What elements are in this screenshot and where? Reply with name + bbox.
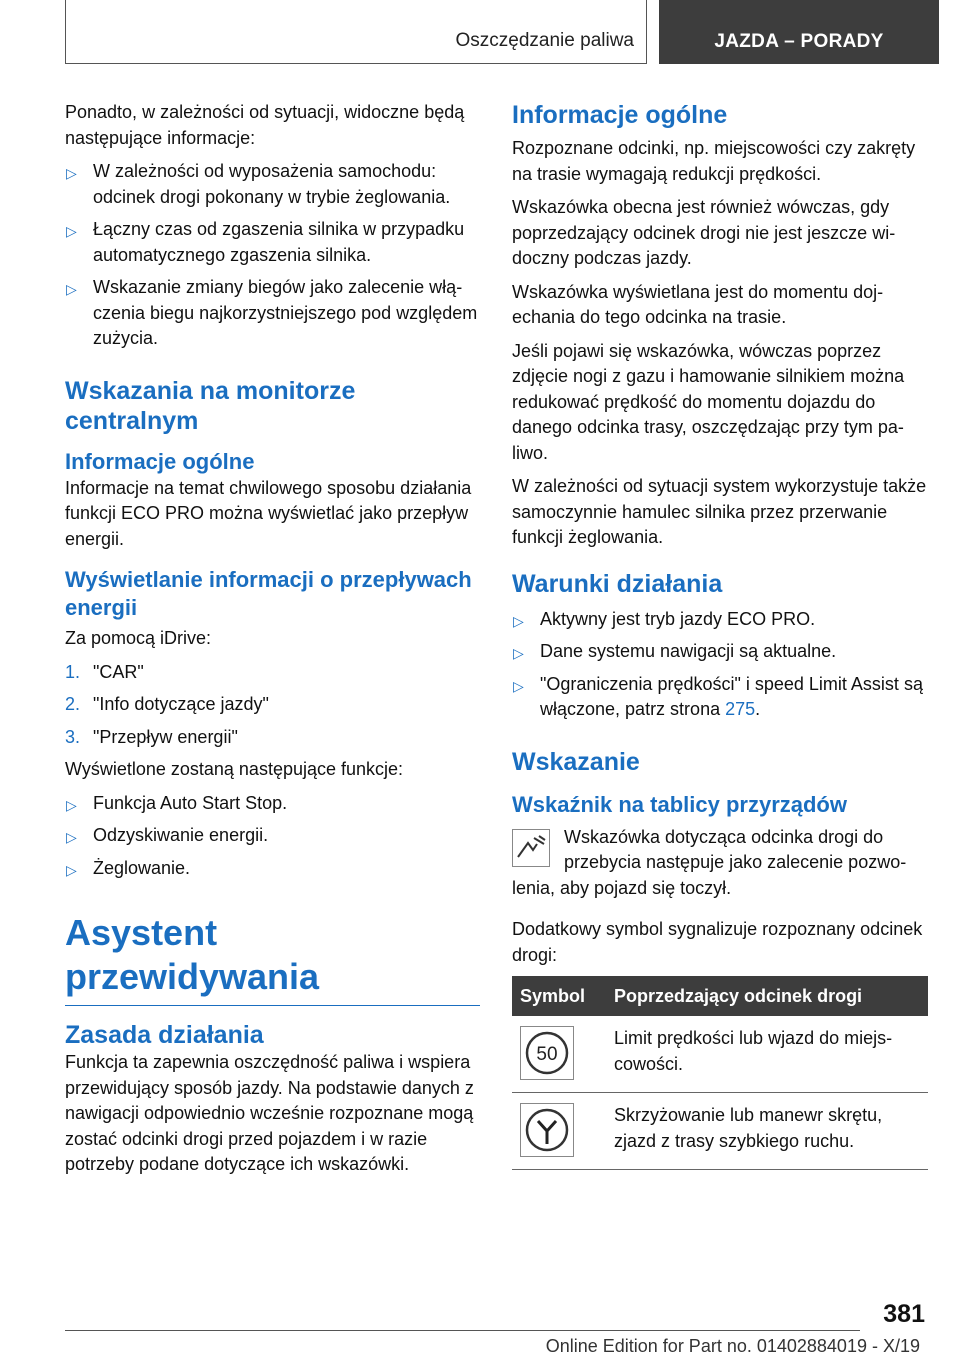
cluster-note: [512, 825, 928, 902]
heading-instrument-cluster: Wskaźnik na tablicy przyrządów: [512, 791, 847, 817]
paragraph: W zależności od sytuacji system wykorzystuje także samoczynnie hamulec silnika przez przerwanie funkcji żeglowania.: [512, 476, 927, 547]
conditions-list: [512, 607, 928, 723]
junction-turn-icon: [520, 1103, 574, 1157]
list-item: ▷ W zależności od wyposażenia samochodu: odcinek drogi pokonany w trybie żeglowania.: [66, 161, 451, 207]
triangle-bullet-icon: ▷: [513, 645, 524, 661]
table-row: [512, 1093, 928, 1170]
table-row: [512, 1016, 928, 1093]
triangle-bullet-icon: ▷: [513, 677, 524, 694]
footer-edition: Online Edition for Part no. 01402884019 - X/19: [545, 1336, 920, 1356]
heading-general-info: Informacje ogólne: [65, 448, 255, 474]
triangle-bullet-icon: ▷: [66, 796, 77, 813]
triangle-bullet-icon: ▷: [66, 861, 77, 878]
triangle-bullet-icon: ▷: [66, 281, 77, 297]
paragraph: Wskazówka wyświetlana jest do momentu dojechania do tego odcinka na trasie.: [512, 281, 884, 327]
list-item: ▷ "Ograniczenia prędkości" i speed Limit Assist są włączone, patrz strona 275.: [513, 673, 923, 719]
table-cell-text: Limit prędkości lub wjazd do miejscowości.: [606, 1016, 928, 1093]
page-number: 381: [883, 1300, 925, 1328]
list-item: 1. "CAR": [65, 661, 144, 682]
header-section-title: Oszczędzanie paliwa: [455, 30, 634, 51]
list-item: 3. "Przepływ energii": [65, 726, 238, 747]
heading-rule: [65, 1005, 480, 1006]
paragraph: Rozpoznane odcinki, np. miejscowości czy zakręty na trasie wymagają redukcji prędkości.: [512, 138, 916, 184]
list-item: ▷ Aktywny jest tryb jazdy ECO PRO.: [512, 607, 928, 633]
heading-general-info-right: Informacje ogólne: [512, 101, 728, 129]
functions-list: [65, 791, 480, 882]
triangle-bullet-icon: ▷: [513, 612, 524, 629]
functions-intro: Wyświetlone zostaną następujące funkcje:: [65, 759, 404, 779]
triangle-bullet-icon: ▷: [66, 165, 77, 181]
heading-assistant: Asystent przewidywania: [65, 912, 320, 997]
principle-text: Funkcja ta zapewnia oszczędność paliwa i wspiera przewidujący sposób jazdy. Na podstawie danych z nawigacji odpowiednio wcześnie rozpoznane mogą zostać odcinki drogi przed pojazdem i w razie potrzeby podane dotyczące ich wskazówki.: [65, 1052, 474, 1174]
column-header-symbol: Symbol: [512, 976, 606, 1016]
list-item: ▷ Wskazanie zmiany biegów jako zalecenie włączenia biegu najkorzystniejszego pod względem zużycia.: [66, 277, 478, 348]
list-item: ▷ Żeglowanie.: [65, 856, 480, 882]
table-header-row: [512, 976, 928, 1016]
heading-energy-flow: Wyświetlanie informacji o przepływach energii: [65, 567, 472, 620]
header-chapter-tab: JAZDA – PORADY: [659, 0, 939, 64]
heading-principle: Zasada działania: [65, 1021, 264, 1049]
right-column: [512, 100, 928, 1170]
left-column: [65, 100, 480, 1186]
list-item: ▷ Odzyskiwanie energii.: [65, 823, 480, 849]
intro-text: Ponadto, w zależności od sytuacji, widoczne będą następujące informacje:: [65, 102, 465, 148]
symbol-table: [512, 976, 928, 1170]
speed-limit-50-icon: [520, 1026, 574, 1080]
list-item: ▷ Dane systemu nawigacji są aktualne.: [512, 639, 928, 665]
heading-monitor: Wskazania na monitorze centralnym: [65, 376, 356, 435]
paragraph: Jeśli pojawi się wskazówka, wówczas poprzez zdjęcie nogi z gazu i hamowanie silnikiem można redukować prędkość do momentu dojazdu do danego odcinka trasy, oszczędzając przy tym paliwo.: [512, 340, 905, 463]
list-item: ▷ Łączny czas od zgaszenia silnika w przypadku automatycznego zgaszenia silnika.: [66, 219, 465, 265]
footer-rule: [65, 1330, 860, 1331]
list-item: 2. "Info dotyczące jazdy": [65, 694, 269, 714]
triangle-bullet-icon: ▷: [66, 223, 77, 239]
page-link[interactable]: 275: [725, 699, 756, 719]
header-left-frame: [65, 0, 647, 64]
paragraph: Wskazówka obecna jest również wówczas, gdy poprzedzający odcinek drogi nie jest jeszcze widoczny podczas jazdy.: [512, 197, 896, 268]
triangle-bullet-icon: ▷: [66, 829, 77, 845]
extra-symbol-text: Dodatkowy symbol sygnalizuje rozpoznany odcinek drogi:: [512, 919, 923, 965]
table-cell-text: Skrzyżowanie lub manewr skrętu, zjazd z trasy szybkiego ruchu.: [606, 1093, 928, 1170]
general-info-text: Informacje na temat chwilowego sposobu działania funkcji ECO PRO można wyświetlać jako przepływ energii.: [65, 477, 472, 549]
idrive-steps-list: [65, 660, 480, 751]
heading-conditions: Warunki działania: [512, 569, 723, 598]
idrive-text: Za pomocą iDrive:: [65, 628, 212, 648]
svg-text:50: 50: [536, 1044, 558, 1065]
heading-display: Wskazanie: [512, 747, 640, 776]
list-item: ▷ Funkcja Auto Start Stop.: [65, 791, 480, 817]
intro-bullet-list: [65, 159, 480, 352]
coasting-indicator-icon: [512, 829, 550, 867]
column-header-section: Poprzedzający odcinek drogi: [606, 976, 928, 1016]
cluster-text: Wskazówka dotycząca odcinka drogi do przebycia następuje jako zalecenie pozwolenia, aby pojazd się toczył.: [512, 826, 907, 898]
